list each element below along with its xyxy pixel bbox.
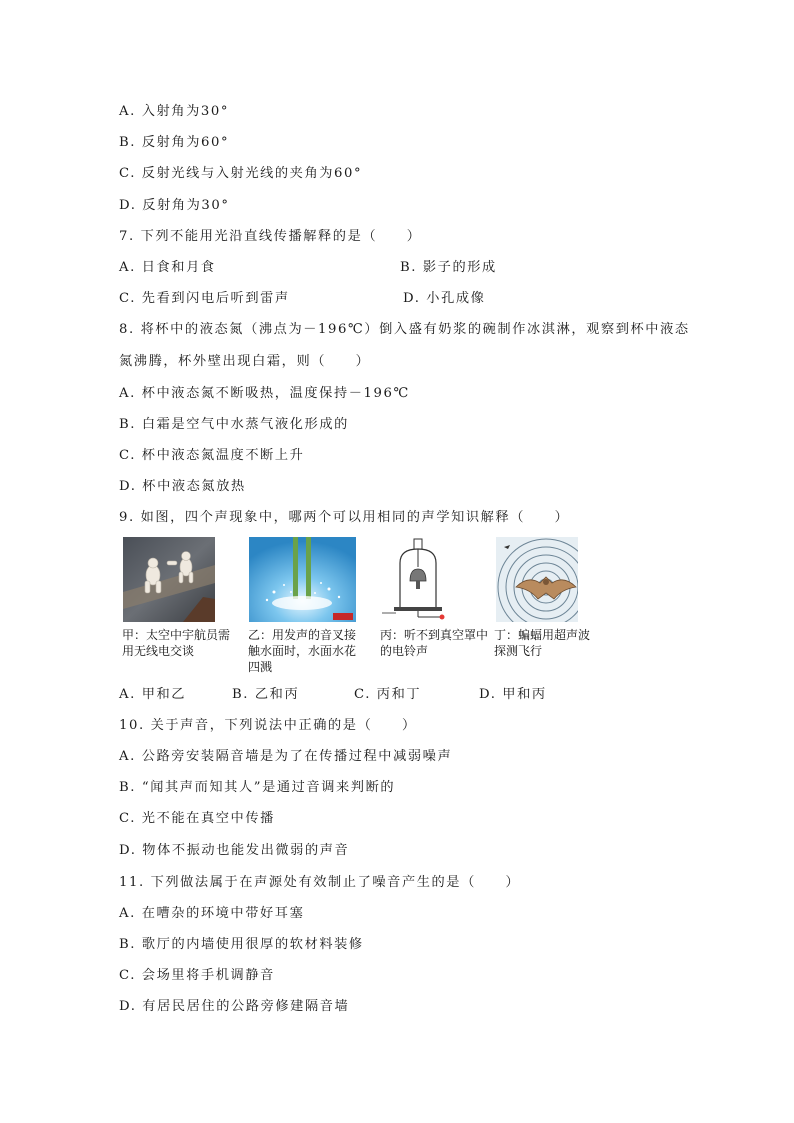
- q8-option-a: A. 杯中液态氮不断吸热，温度保持－196℃: [119, 386, 410, 401]
- q6-option-a: A. 入射角为30°: [119, 104, 230, 119]
- vacuum-bell-image: [378, 537, 458, 622]
- q9-option-d: D. 甲和丙: [479, 687, 547, 702]
- q10-option-a: A. 公路旁安装隔音墙是为了在传播过程中减弱噪声: [119, 749, 453, 764]
- q7-option-b: B. 影子的形成: [400, 260, 497, 275]
- caption-jia: 甲：太空中宇航员需用无线电交谈: [122, 628, 231, 658]
- q7-option-d: D. 小孔成像: [403, 291, 486, 306]
- q10-stem: 10. 关于声音，下列说法中正确的是（ ）: [119, 718, 417, 733]
- q11-stem: 11. 下列做法属于在声源处有效制止了噪音产生的是（ ）: [119, 875, 521, 890]
- q6-option-b: B. 反射角为60°: [119, 135, 230, 150]
- q9-stem: 9. 如图，四个声现象中，哪两个可以用相同的声学知识解释（ ）: [119, 510, 570, 525]
- q8-option-d: D. 杯中液态氮放热: [119, 479, 246, 494]
- bat-ultrasound-image: [496, 537, 578, 622]
- q9-option-b: B. 乙和丙: [232, 687, 300, 702]
- q10-option-d: D. 物体不振动也能发出微弱的声音: [119, 843, 350, 858]
- q11-option-c: C. 会场里将手机调静音: [119, 968, 275, 983]
- q11-option-b: B. 歌厅的内墙使用很厚的软材料装修: [119, 937, 364, 952]
- caption-ding: 丁：蝙蝠用超声波探测飞行: [494, 628, 591, 658]
- q11-option-d: D. 有居民居住的公路旁修建隔音墙: [119, 999, 350, 1014]
- q10-option-b: B. “闻其声而知其人”是通过音调来判断的: [119, 780, 396, 795]
- q6-option-c: C. 反射光线与入射光线的夹角为60°: [119, 166, 363, 181]
- q7-option-c: C. 先看到闪电后听到雷声: [119, 291, 290, 306]
- tuning-fork-image: [249, 537, 356, 622]
- q7-stem: 7. 下列不能用光沿直线传播解释的是（ ）: [119, 229, 422, 244]
- q9-option-c: C. 丙和丁: [354, 687, 422, 702]
- caption-bing: 丙：听不到真空罩中的电铃声: [380, 628, 489, 658]
- q8-stem-line2: 氮沸腾，杯外壁出现白霜，则（ ）: [119, 354, 371, 369]
- q8-option-b: B. 白霜是空气中水蒸气液化形成的: [119, 417, 349, 432]
- q7-option-a: A. 日食和月食: [119, 260, 216, 275]
- q10-option-c: C. 光不能在真空中传播: [119, 811, 275, 826]
- q9-option-a: A. 甲和乙: [119, 687, 187, 702]
- q11-option-a: A. 在嘈杂的环境中带好耳塞: [119, 906, 305, 921]
- caption-yi: 乙：用发声的音叉接触水面时，水面水花四溅: [248, 628, 357, 674]
- astronaut-image: [123, 537, 215, 622]
- q8-option-c: C. 杯中液态氮温度不断上升: [119, 448, 305, 463]
- q6-option-d: D. 反射角为30°: [119, 198, 230, 213]
- q8-stem-line1: 8. 将杯中的液态氮（沸点为－196℃）倒入盛有奶浆的碗制作冰淇淋，观察到杯中液态: [119, 322, 690, 337]
